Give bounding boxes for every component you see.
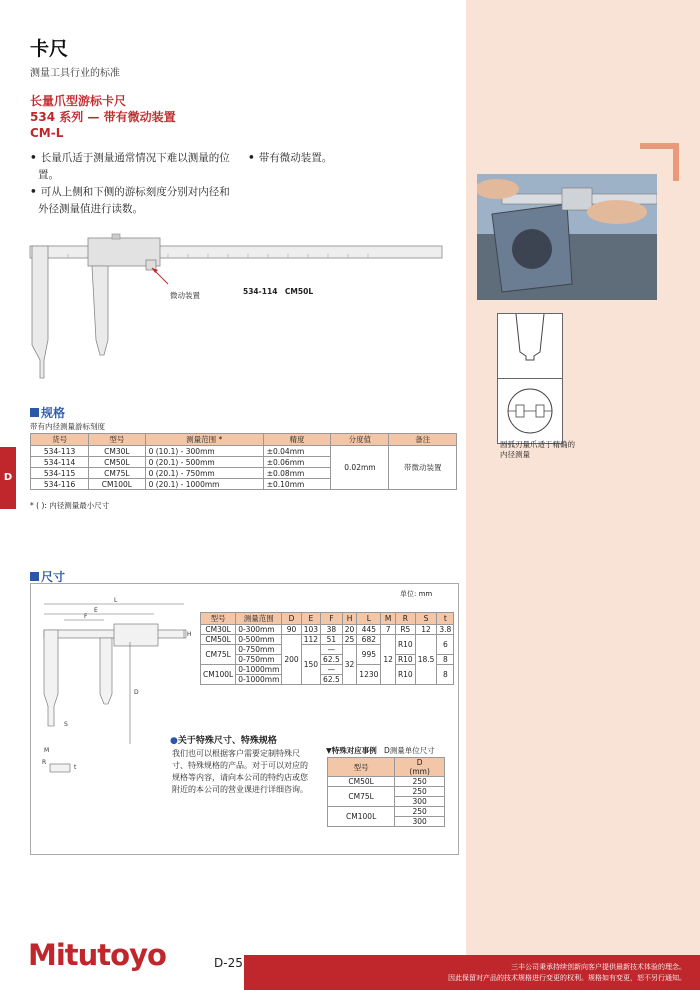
dim-label-f: F [84,613,88,620]
table-row: CM50L 250 [328,777,445,787]
dim-header-row: 型号 测量范围 D E F H L M R S t [201,613,454,625]
section-tab-d: D [0,447,16,509]
table-row: CM100L 250 [328,807,445,817]
page-number: D-25 [214,956,243,970]
specs-heading: 规格 [30,404,65,421]
photo-caption: 圆弧刃量爪适于精确的 内径测量 [500,440,575,459]
table-row: 0-750mm 62.5 R10 8 [201,655,454,665]
table-row: 534-116 CM100L 0 (20.1) - 1000mm ±0.10mm [31,479,457,490]
caliper-illustration [28,230,448,390]
feature-item: • 长量爪适于测量通常情况下难以测量的位 [30,152,230,164]
product-name: 长量爪型游标卡尺 [30,94,127,108]
specs-table [30,433,457,490]
dim-label-r: R [42,759,47,766]
dim-label-t: t [74,764,77,771]
figure-caption: 534-114 CM50L [243,287,314,296]
product-series: 534 系列 — 带有微动装置 [30,110,176,124]
specs-footnote: * ( ): 内径测量最小尺寸 [30,501,110,510]
dim-label-h: H [187,631,192,638]
page-subtitle: 测量工具行业的标准 [30,68,120,79]
special-header-row: 型号 D (mm) [328,758,445,777]
table-row: 534-115 CM75L 0 (20.1) - 750mm ±0.08mm [31,468,457,479]
dim-label-s: S [64,721,68,728]
footer-notice-line2: 因此保留对产品的技术规格进行变更的权利。规格如有变更，恕不另行通知。 [448,974,686,982]
feature-item-fine-adjust: • 带有微动装置。 [248,152,333,164]
dim-label-d: D [134,689,139,696]
feature-item-cont: 置。 [38,169,59,181]
product-code: CM-L [30,126,64,140]
footer-notice-line1: 三丰公司秉承持续创新向客户提供最新技术体验的理念。 [511,963,686,971]
special-body: 我们也可以根据客户需要定制特殊尺 寸、特殊规格的产品。对于可以对应的 规格等内容，请向本公司的特约店或您 附近的本公司的营业课进行详细咨询。 [172,749,308,794]
dim-label-m: M [44,747,50,754]
special-heading: ●关于特殊尺寸、特殊规格 [170,736,277,746]
specs-header-row: 货号 型号 测量范围 * 精度 分度值 备注 [31,434,457,446]
dim-label-l: L [114,597,118,604]
page-title: 卡尺 [30,38,69,60]
dimensions-table [200,612,454,685]
special-table-note: D测量单位尺寸 [384,746,435,755]
table-row: CM30L 0-300mm 90 103 38 20 445 7 R5 12 3.8 [201,625,454,635]
specs-note: 带有内径测量游标刻度 [30,422,105,431]
product-photo [477,174,657,300]
table-row: 300 [328,817,445,827]
callout-fine-adjust: 微动装置 [170,291,200,300]
special-table [327,757,445,827]
dim-label-e: E [94,607,98,614]
table-row: 534-113 CM30L 0 (10.1) - 300mm ±0.04mm 0.02mm 带微动装置 [31,446,457,457]
table-row: 0-1000mm 62.5 [201,675,454,685]
table-row: CM50L 0-500mm 200 112 51 25 682 12 R10 18.5 6 [201,635,454,645]
feature-item: • 可从上侧和下侧的游标刻度分别对内径和 [30,186,230,198]
dimensions-heading: 尺寸 [30,568,65,585]
dimensions-unit: 单位: mm [400,590,433,598]
table-row: 300 [328,797,445,807]
jaw-detail-top-view [497,378,563,444]
bullet-circle-icon: ● [170,736,178,746]
table-row: CM75L 250 [328,787,445,797]
feature-list [30,150,245,218]
table-row: 534-114 CM50L 0 (20.1) - 500mm ±0.06mm [31,457,457,468]
feature-item-cont: 外径测量值进行读数。 [38,203,143,215]
brand-logo: Mitutoyo [28,938,166,972]
table-row: CM75L 0-750mm 150 — 32 995 [201,645,454,655]
jaw-detail-side-view [497,313,563,379]
table-row: CM100L 0-1000mm — 1230 R10 8 [201,665,454,675]
special-table-title: ▼特殊对应事例 [326,746,377,755]
